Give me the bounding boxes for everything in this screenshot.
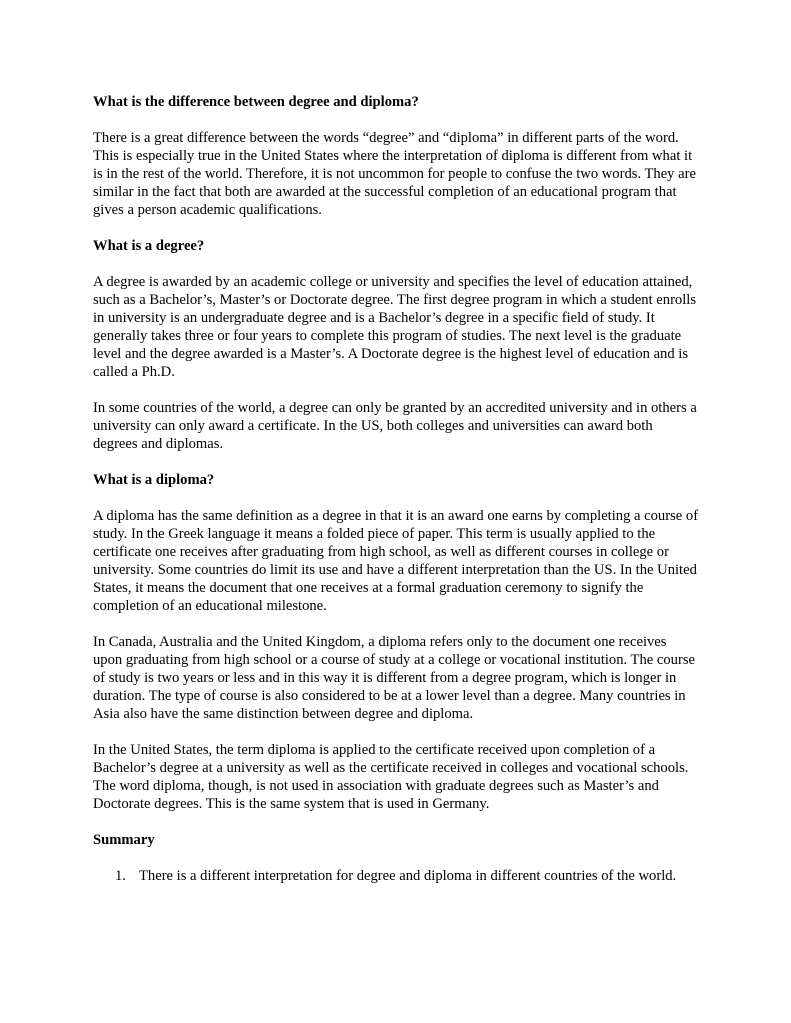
summary-heading: Summary bbox=[93, 832, 155, 848]
list-item-text: There is a different interpretation for degree and diploma in different countries of the world. bbox=[139, 868, 677, 884]
degree-paragraph-2: In some countries of the world, a degree can only be granted by an accredited university and in others a university can only award a certificate. In the US, both colleges and universities can award both degrees and diplomas. bbox=[93, 400, 697, 452]
diploma-heading: What is a diploma? bbox=[93, 472, 215, 488]
diploma-paragraph-3: In the United States, the term diploma is applied to the certificate received upon completion of a Bachelor’s degree at a university as well as the certificate received in colleges and vocational schools. The word diploma, though, is not used in association with graduate degrees such as Master’s and Doctorate degrees. This is the same system that is used in Germany. bbox=[93, 742, 689, 812]
document-page bbox=[93, 93, 699, 885]
degree-paragraph-1: A degree is awarded by an academic college or university and specifies the level of education attained, such as a Bachelor’s, Master’s or Doctorate degree. The first degree program in which a student enrolls in university is an undergraduate degree and is a Bachelor’s degree in a specific field of study. It generally takes three or four years to complete this program of studies. The next level is the graduate level and the degree awarded is a Master’s. A Doctorate degree is the highest level of education and is called a Ph.D. bbox=[93, 274, 697, 380]
summary-list bbox=[93, 867, 699, 885]
list-item-number: 1. bbox=[115, 868, 126, 884]
intro-paragraph: There is a great difference between the words “degree” and “diploma” in different parts of the word. This is especially true in the United States where the interpretation of diploma is different from what it is in the rest of the world. Therefore, it is not uncommon for people to confuse the two words. They are similar in the fact that both are awarded at the successful completion of an educational program that gives a person academic qualifications. bbox=[93, 130, 696, 218]
degree-heading: What is a degree? bbox=[93, 238, 205, 254]
diploma-paragraph-2: In Canada, Australia and the United Kingdom, a diploma refers only to the document one receives upon graduating from high school or a course of study at a college or vocational institution. The course of study is two years or less and in this way it is different from a degree program, which is longer in duration. The type of course is also considered to be at a lower level than a degree. Many countries in Asia also have the same distinction between degree and diploma. bbox=[93, 634, 695, 722]
summary-list-item bbox=[93, 867, 699, 885]
diploma-paragraph-1: A diploma has the same definition as a degree in that it is an award one earns by completing a course of study. In the Greek language it means a folded piece of paper. This term is usually applied to the certificate one receives after graduating from high school, as well as different courses in college or university. Some countries do limit its use and have a different interpretation than the US. In the United States, it means the document that one receives at a formal graduation ceremony to signify the completion of an educational milestone. bbox=[93, 508, 699, 614]
document-title: What is the difference between degree and diploma? bbox=[93, 94, 419, 110]
